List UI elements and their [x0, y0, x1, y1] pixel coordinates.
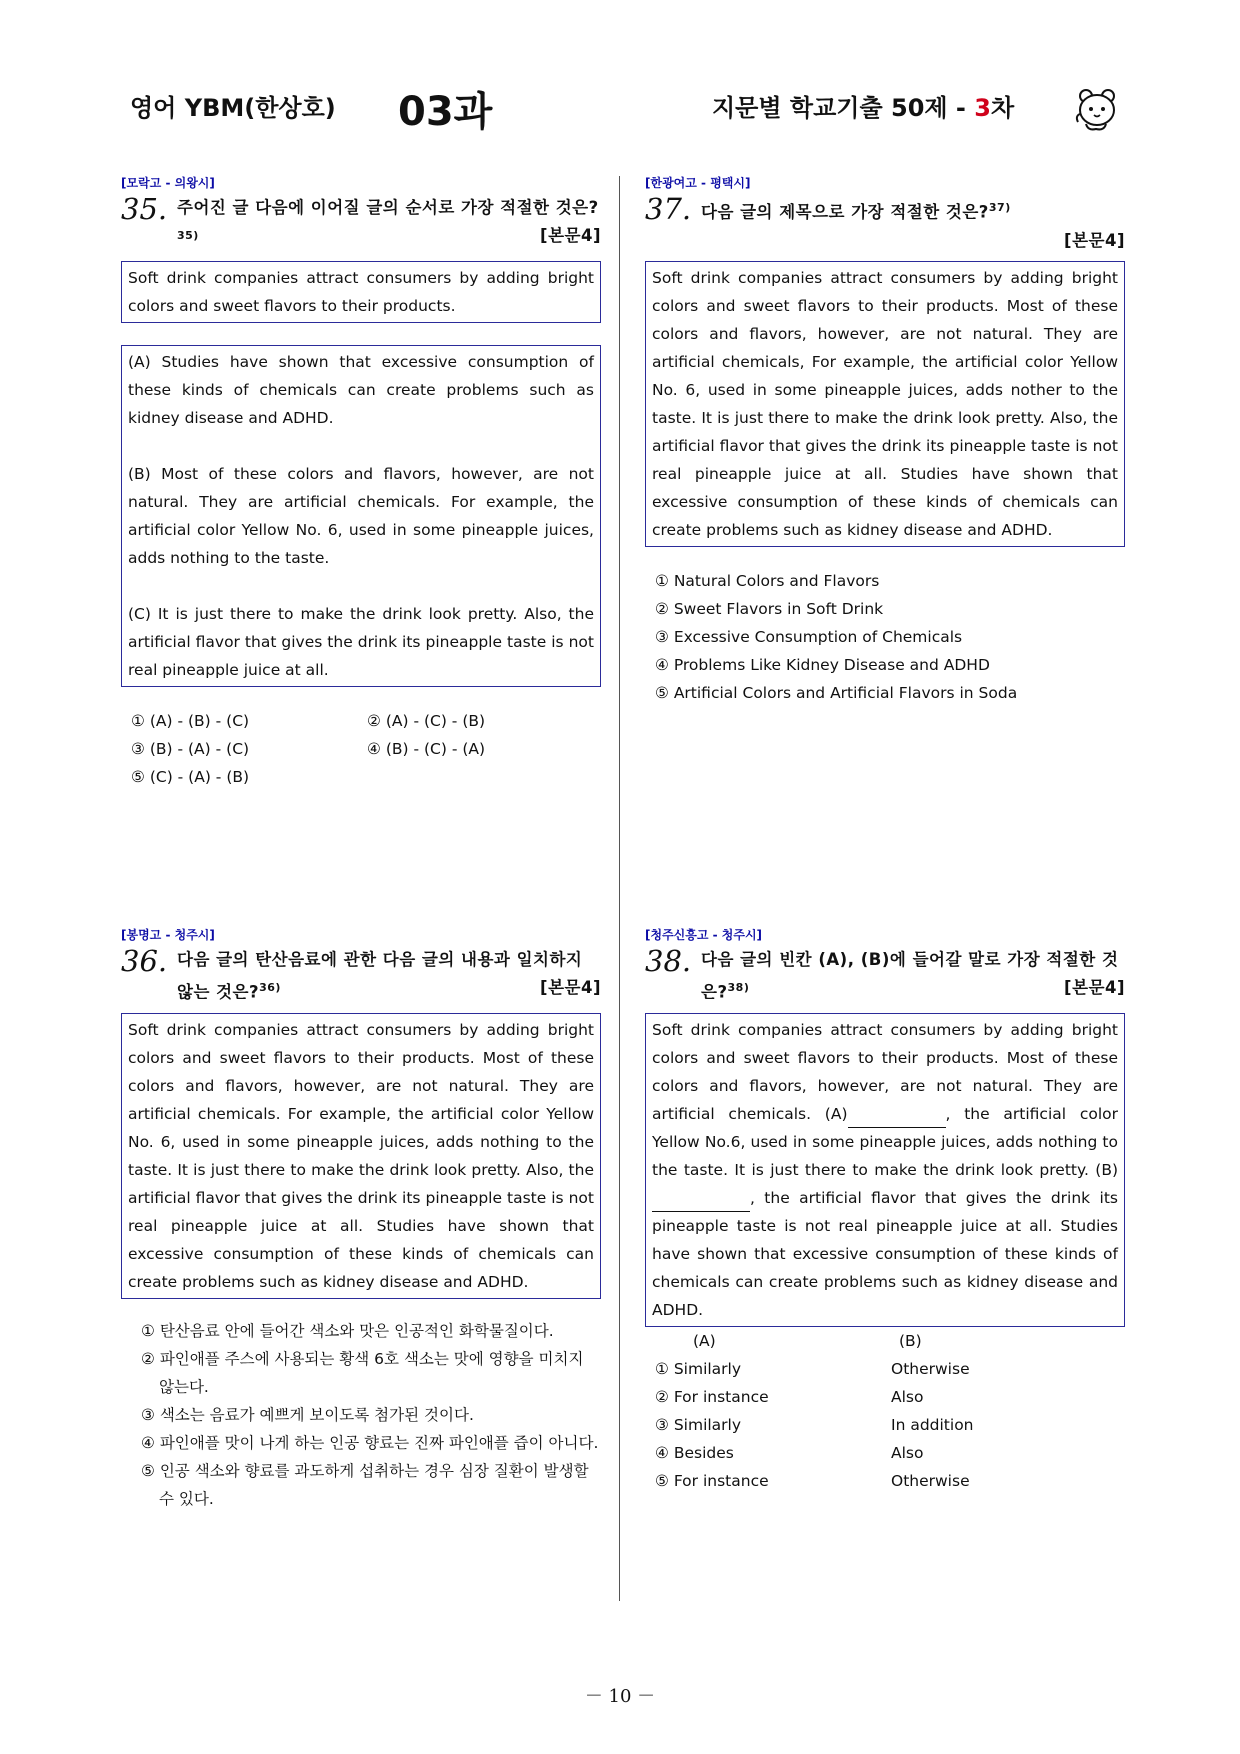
- bear-mascot-icon: [1072, 84, 1122, 134]
- series-suffix: 차: [990, 94, 1015, 122]
- blank-a: [848, 1109, 946, 1128]
- q38-choice-2-a[interactable]: ② For instance: [655, 1387, 769, 1406]
- question-38: [645, 926, 1125, 1495]
- q38-col-b-header: (B): [899, 1331, 922, 1350]
- q38-passage: [652, 1016, 1118, 1324]
- q35-tag: [본문4]: [540, 226, 601, 245]
- q35-choices: [121, 707, 601, 791]
- question-35: [121, 174, 601, 791]
- q35-number: 35.: [121, 192, 168, 226]
- q35-part-b: (B) Most of these colors and flavors, however, are not natural. They are artificial chemicals. For example, the artificial color Yellow No. 6, used in some pineapple juices, adds nothing to the taste.: [128, 464, 594, 567]
- q37-choice-1[interactable]: ① Natural Colors and Flavors: [655, 571, 880, 590]
- q36-footnote: 36): [259, 981, 281, 994]
- question-36: [121, 926, 601, 1513]
- q37-source: [한광여고 - 평택시]: [645, 176, 751, 190]
- q36-choice-4[interactable]: ④ 파인애플 맛이 나게 하는 인공 향료는 진짜 파인애플 즙이 아니다.: [141, 1433, 599, 1452]
- q35-prompt: [177, 194, 601, 255]
- q35-part-a: (A) Studies have shown that excessive consumption of these kinds of chemicals can create problems such as kidney disease and ADHD.: [128, 352, 594, 427]
- q37-passage: Soft drink companies attract consumers by adding bright colors and sweet flavors to their products. Most of these colors and flavors, however, are not natural. They are artificial chemicals, For example, the artificial color Yellow No. 6, used in some pineapple juices, adds nother to the taste. It is just there to make the drink look pretty. Also, the artificial flavor that gives the drink its pineapple taste is not real pineapple juice at all. Studies have shown that excessive consumption of these kinds of chemicals can create problems such as kidney disease and ADHD.: [652, 268, 1118, 539]
- q37-choice-5[interactable]: ⑤ Artificial Colors and Artificial Flavors in Soda: [655, 683, 1018, 702]
- q37-tag: [본문4]: [1064, 230, 1125, 250]
- q38-choice-4-b[interactable]: Also: [891, 1443, 924, 1462]
- q36-text: 다음 글의 탄산음료에 관한 다음 글의 내용과 일치하지 않는 것은?: [177, 950, 583, 1002]
- q38-footnote: 38): [727, 981, 750, 994]
- q38-choice-3-b[interactable]: In addition: [891, 1415, 974, 1434]
- q36-choice-2[interactable]: ② 파인애플 주스에 사용되는 황색 6호 색소는 맛에 영향을 미치지 않는다.: [141, 1349, 584, 1396]
- q35-choice-4[interactable]: ④ (B) - (C) - (A): [367, 739, 486, 758]
- q36-tag: [본문4]: [540, 978, 601, 997]
- q38-choice-5-b[interactable]: Otherwise: [891, 1471, 970, 1490]
- q36-passage-box: [121, 1013, 601, 1299]
- q38-tag: [본문4]: [1064, 978, 1125, 997]
- q38-choice-5-a[interactable]: ⑤ For instance: [655, 1471, 769, 1490]
- header-subject: 영어 YBM(한상호): [130, 94, 336, 122]
- series-prefix: 지문별 학교기출 50제 -: [712, 94, 975, 122]
- q35-choice-5[interactable]: ⑤ (C) - (A) - (B): [131, 767, 250, 786]
- q35-given: Soft drink companies attract consumers by adding bright colors and sweet flavors to their products.: [128, 268, 594, 315]
- q38-prompt: [701, 946, 1125, 1007]
- q37-passage-box: [645, 261, 1125, 547]
- q36-choice-3[interactable]: ③ 색소는 음료가 예쁘게 보이도록 첨가된 것이다.: [141, 1405, 474, 1424]
- q35-source: [모락고 - 의왕시]: [121, 176, 215, 190]
- q35-choice-1[interactable]: ① (A) - (B) - (C): [131, 711, 250, 730]
- q36-number: 36.: [121, 944, 168, 978]
- q35-choice-3[interactable]: ③ (B) - (A) - (C): [131, 739, 250, 758]
- q35-parts-box: [121, 345, 601, 687]
- q38-passage-part3: , the artificial flavor that gives the drink its pineapple taste is not real pineapple juice at all. Studies have shown that excessive consumption of these kinds of chemicals can create problems such as kidney disease and ADHD.: [652, 1188, 1118, 1319]
- column-divider: [619, 176, 620, 1601]
- q37-number: 37.: [645, 192, 692, 226]
- page-number: － 10 －: [584, 1686, 656, 1707]
- q38-passage-part2: , the artificial color Yellow No.6, used in some pineapple juices, adds nothing to the taste. It is just there to make the drink look pretty. (B): [652, 1104, 1118, 1179]
- q38-col-a-header: (A): [693, 1331, 716, 1350]
- q38-choice-2-b[interactable]: Also: [891, 1387, 924, 1406]
- q38-passage-part1: Soft drink companies attract consumers by adding bright colors and sweet flavors to their products. Most of these colors and flavors, however, are not natural. They are artificial chemicals. (A): [652, 1020, 1118, 1123]
- question-37: [645, 174, 1125, 707]
- q35-text: 주어진 글 다음에 이어질 글의 순서로 가장 적절한 것은?: [177, 198, 599, 217]
- q35-choice-2[interactable]: ② (A) - (C) - (B): [367, 711, 486, 730]
- q35-given-box: [121, 261, 601, 323]
- q37-choice-2[interactable]: ② Sweet Flavors in Soft Drink: [655, 599, 884, 618]
- q35-part-c: (C) It is just there to make the drink look pretty. Also, the artificial flavor that gives the drink its pineapple taste is not real pineapple juice at all.: [128, 604, 594, 679]
- q38-choice-4-a[interactable]: ④ Besides: [655, 1443, 734, 1462]
- header-series: [712, 88, 1014, 123]
- header-lesson: 03과: [398, 89, 493, 135]
- q35-footnote: 35): [177, 229, 199, 242]
- q38-choices: [645, 1327, 1125, 1495]
- series-round: 3: [974, 94, 991, 122]
- q36-source: [봉명고 - 청주시]: [121, 928, 215, 942]
- q36-prompt: [177, 946, 601, 1007]
- q37-text: 다음 글의 제목으로 가장 적절한 것은?: [701, 202, 989, 222]
- q38-text: 다음 글의 빈칸 (A), (B)에 들어갈 말로 가장 적절한 것은?: [701, 950, 1119, 1002]
- q38-choice-1-a[interactable]: ① Similarly: [655, 1359, 742, 1378]
- q38-number: 38.: [645, 944, 692, 978]
- q36-choice-1[interactable]: ① 탄산음료 안에 들어간 색소와 맛은 인공적인 화학물질이다.: [141, 1321, 554, 1340]
- q37-choice-4[interactable]: ④ Problems Like Kidney Disease and ADHD: [655, 655, 990, 674]
- q37-prompt: [701, 194, 1125, 255]
- q36-passage: Soft drink companies attract consumers by adding bright colors and sweet flavors to their products. Most of these colors and flavors, however, are not natural. They are artificial chemicals. For example, the artificial color Yellow No. 6, used in some pineapple juices, adds nothing to the taste. It is just there to make the drink look pretty. Also, the artificial flavor that gives the drink its pineapple taste is not real pineapple juice at all. Studies have shown that excessive consumption of these kinds of chemicals can create problems such as kidney disease and ADHD.: [128, 1020, 594, 1291]
- q38-choice-1-b[interactable]: Otherwise: [891, 1359, 970, 1378]
- q37-footnote: 37): [988, 201, 1011, 214]
- q37-choices: [645, 567, 1125, 707]
- q36-choices: [121, 1317, 601, 1513]
- q36-choice-5[interactable]: ⑤ 인공 색소와 향료를 과도하게 섭취하는 경우 심장 질환이 발생할 수 있다.: [141, 1461, 589, 1508]
- q38-choice-3-a[interactable]: ③ Similarly: [655, 1415, 742, 1434]
- q38-source: [청주신흥고 - 청주시]: [645, 928, 763, 942]
- q38-passage-box: [645, 1013, 1125, 1327]
- blank-b: [652, 1193, 750, 1212]
- q37-choice-3[interactable]: ③ Excessive Consumption of Chemicals: [655, 627, 963, 646]
